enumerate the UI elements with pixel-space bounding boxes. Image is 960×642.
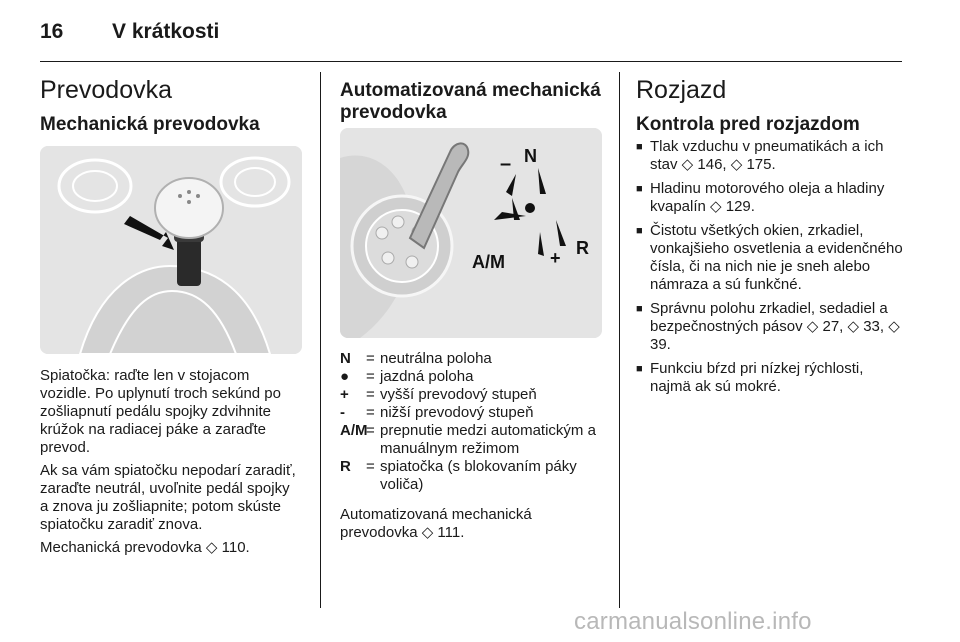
legend-row xyxy=(340,386,610,404)
legend-equals: = xyxy=(366,458,375,475)
automated-gear-selector-illustration xyxy=(340,128,602,338)
heading-line: Automatizovaná mechanická xyxy=(340,80,601,101)
legend-equals: = xyxy=(366,386,375,403)
spacer xyxy=(340,494,610,506)
list-item xyxy=(636,138,904,174)
page-header-title: V krátkosti xyxy=(112,20,220,43)
diagram-label-r: R xyxy=(576,238,589,258)
bullet-square-icon: ■ xyxy=(636,183,643,195)
list-item-text: Tlak vzduchu v pneumatikách a ich stav ◇ 146, ◇ 175. xyxy=(650,138,884,173)
diagram-label-am: A/M xyxy=(472,252,505,272)
diagram-label-plus: + xyxy=(550,248,561,268)
legend-key: A/M xyxy=(340,422,368,439)
list-item-text: Čistotu všetkých okien, zrkadiel, vonkajšieho osvetlenia a evidenčného čísla, či na nich nie je sneh alebo námraza a sú funkčné. xyxy=(650,222,903,293)
list-item xyxy=(636,222,904,294)
watermark-text: carmanualsonline.info xyxy=(574,608,812,635)
subheading-manual-transmission: Mechanická prevodovka xyxy=(40,114,260,135)
heading-line: prevodovka xyxy=(340,102,447,123)
legend-key: - xyxy=(340,404,345,421)
header-rule xyxy=(40,61,902,62)
legend-value: spiatočka (s blokovaním páky voliča) xyxy=(380,458,577,493)
legend-row xyxy=(340,368,610,386)
list-item xyxy=(636,360,904,396)
section-heading-rozjazd: Rozjazd xyxy=(636,76,727,104)
list-item-text: Správnu polohu zrkadiel, sedadiel a bezpečnostných pásov ◇ 27, ◇ 33, ◇ 39. xyxy=(650,300,900,353)
subheading-automated-transmission xyxy=(340,80,610,124)
column-divider-1 xyxy=(320,72,321,608)
selector-legend xyxy=(340,350,610,542)
list-item xyxy=(636,300,904,354)
bullet-square-icon: ■ xyxy=(636,303,643,315)
diagram-label-n: N xyxy=(524,146,537,166)
legend-key: N xyxy=(340,350,351,367)
legend-value: jazdná poloha xyxy=(380,368,474,385)
legend-value: vyšší prevodový stupeň xyxy=(380,386,537,403)
subheading-pre-drive-check: Kontrola pred rozjazdom xyxy=(636,114,860,135)
page-number: 16 xyxy=(40,20,64,43)
manual-gear-lever-illustration xyxy=(40,146,302,354)
legend-value: nižší prevodový stupeň xyxy=(380,404,534,421)
legend-equals: = xyxy=(366,368,375,385)
bullet-square-icon: ■ xyxy=(636,363,643,375)
legend-equals: = xyxy=(366,422,375,439)
diagram-label-minus: – xyxy=(500,153,512,175)
pre-drive-checklist xyxy=(636,138,904,402)
cross-reference-link[interactable]: Mechanická prevodovka ◇ 110. xyxy=(40,539,250,556)
list-item-text: Funkciu bŕzd pri nízkej rýchlosti, najmä ak sú mokré. xyxy=(650,360,864,395)
legend-equals: = xyxy=(366,350,375,367)
automated-selector-svg xyxy=(340,128,602,338)
cross-reference-link[interactable]: Automatizovaná mechanická prevodovka ◇ 111. xyxy=(340,506,532,541)
column-divider-2 xyxy=(619,72,620,608)
legend-value: prepnutie medzi automatickým a manuálnym režimom xyxy=(380,422,596,457)
list-item xyxy=(636,180,904,216)
bullet-square-icon: ■ xyxy=(636,141,643,153)
legend-equals: = xyxy=(366,404,375,421)
legend-key: + xyxy=(340,386,349,403)
list-item-text: Hladinu motorového oleja a hladiny kvapalín ◇ 129. xyxy=(650,180,885,215)
legend-key: ● xyxy=(340,368,350,385)
legend-row xyxy=(340,404,610,422)
paragraph: Ak sa vám spiatočku nepodarí zaradiť, zaraďte neutrál, uvoľnite pedál spojky a znova ju zošliapnite; potom skúste spiatočku zaradiť znova. xyxy=(40,462,296,533)
legend-row xyxy=(340,350,610,368)
legend-row xyxy=(340,422,610,458)
section-heading-prevodovka: Prevodovka xyxy=(40,76,173,104)
manual-gear-lever-svg xyxy=(40,146,302,354)
legend-row xyxy=(340,458,610,494)
bullet-square-icon: ■ xyxy=(636,225,643,237)
legend-key: R xyxy=(340,458,351,475)
paragraph: Spiatočka: raďte len v stojacom vozidle. Po uplynutí troch sekúnd po zošliapnutí pedálu spojky zdvihnite krúžok na radiacej páke a zaraďte prevod. xyxy=(40,367,281,456)
legend-value: neutrálna poloha xyxy=(380,350,492,367)
manual-transmission-text xyxy=(40,367,302,562)
